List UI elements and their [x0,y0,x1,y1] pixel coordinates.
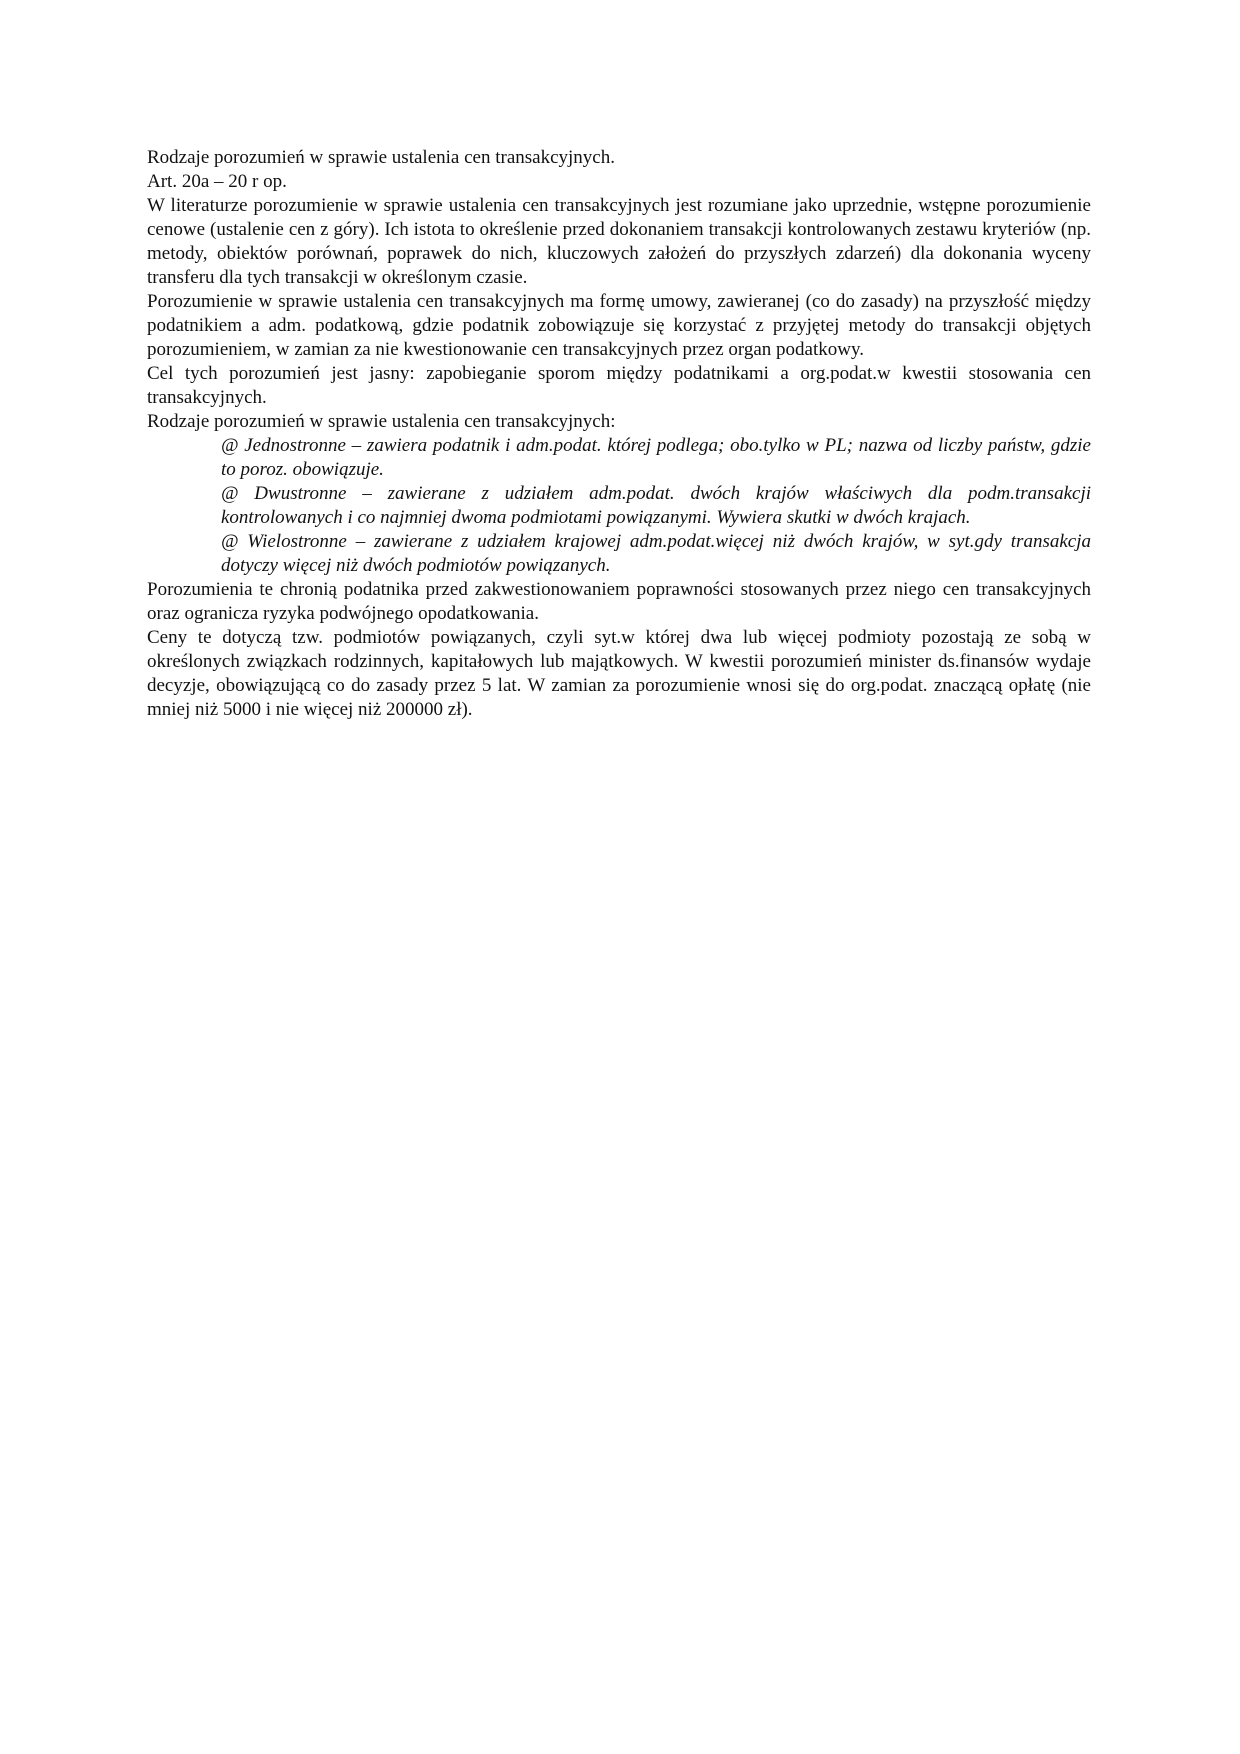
paragraph-protection: Porozumienia te chronią podatnika przed zakwestionowaniem poprawności stosowanych przez niego cen transakcyjnych oraz ogranicza ryzyka podwójnego opodatkowania. [147,579,1091,624]
list-item-bilateral: @ Dwustronne – zawierane z udziałem adm.podat. dwóch krajów właściwych dla podm.transakcji kontrolowanych i co najmniej dwoma podmiotami powiązanymi. Wywiera skutki w dwóch krajach. [221,483,1091,528]
paragraph-definition: W literaturze porozumienie w sprawie ustalenia cen transakcyjnych jest rozumiane jako uprzednie, wstępne porozumienie cenowe (ustalenie cen z góry). Ich istota to określenie przed dokonaniem transakcji kontrolowanych zestawu kryteriów (np. metody, obiektów porównań, poprawek do nich, kluczowych założeń do przyszłych zdarzeń) dla dokonania wyceny transferu dla tych transakcji w określonym czasie. [147,195,1091,288]
agreement-types-list [147,434,1091,578]
document-title: Rodzaje porozumień w sprawie ustalenia cen transakcyjnych. [147,147,615,168]
list-intro: Rodzaje porozumień w sprawie ustalenia cen transakcyjnych: [147,411,616,432]
paragraph-purpose: Cel tych porozumień jest jasny: zapobieganie sporom między podatnikami a org.podat.w kwestii stosowania cen transakcyjnych. [147,363,1091,408]
paragraph-related-entities: Ceny te dotyczą tzw. podmiotów powiązanych, czyli syt.w której dwa lub więcej podmioty pozostają ze sobą w określonych związkach rodzinnych, kapitałowych lub majątkowych. W kwestii porozumień minister ds.finansów wydaje decyzje, obowiązującą co do zasady przez 5 lat. W zamian za porozumienie wnosi się do org.podat. znaczącą opłatę (nie mniej niż 5000 i nie więcej niż 200000 zł). [147,627,1091,720]
list-item-unilateral: @ Jednostronne – zawiera podatnik i adm.podat. której podlega; obo.tylko w PL; nazwa od liczby państw, gdzie to poroz. obowiązuje. [221,435,1091,480]
document-body [147,146,1091,722]
article-reference: Art. 20a – 20 r op. [147,171,287,192]
paragraph-form: Porozumienie w sprawie ustalenia cen transakcyjnych ma formę umowy, zawieranej (co do zasady) na przyszłość między podatnikiem a adm. podatkową, gdzie podatnik zobowiązuje się korzystać z przyjętej metody do transakcji objętych porozumieniem, w zamian za nie kwestionowanie cen transakcyjnych przez organ podatkowy. [147,291,1091,360]
list-item-multilateral: @ Wielostronne – zawierane z udziałem krajowej adm.podat.więcej niż dwóch krajów, w syt.gdy transakcja dotyczy więcej niż dwóch podmiotów powiązanych. [221,531,1091,576]
